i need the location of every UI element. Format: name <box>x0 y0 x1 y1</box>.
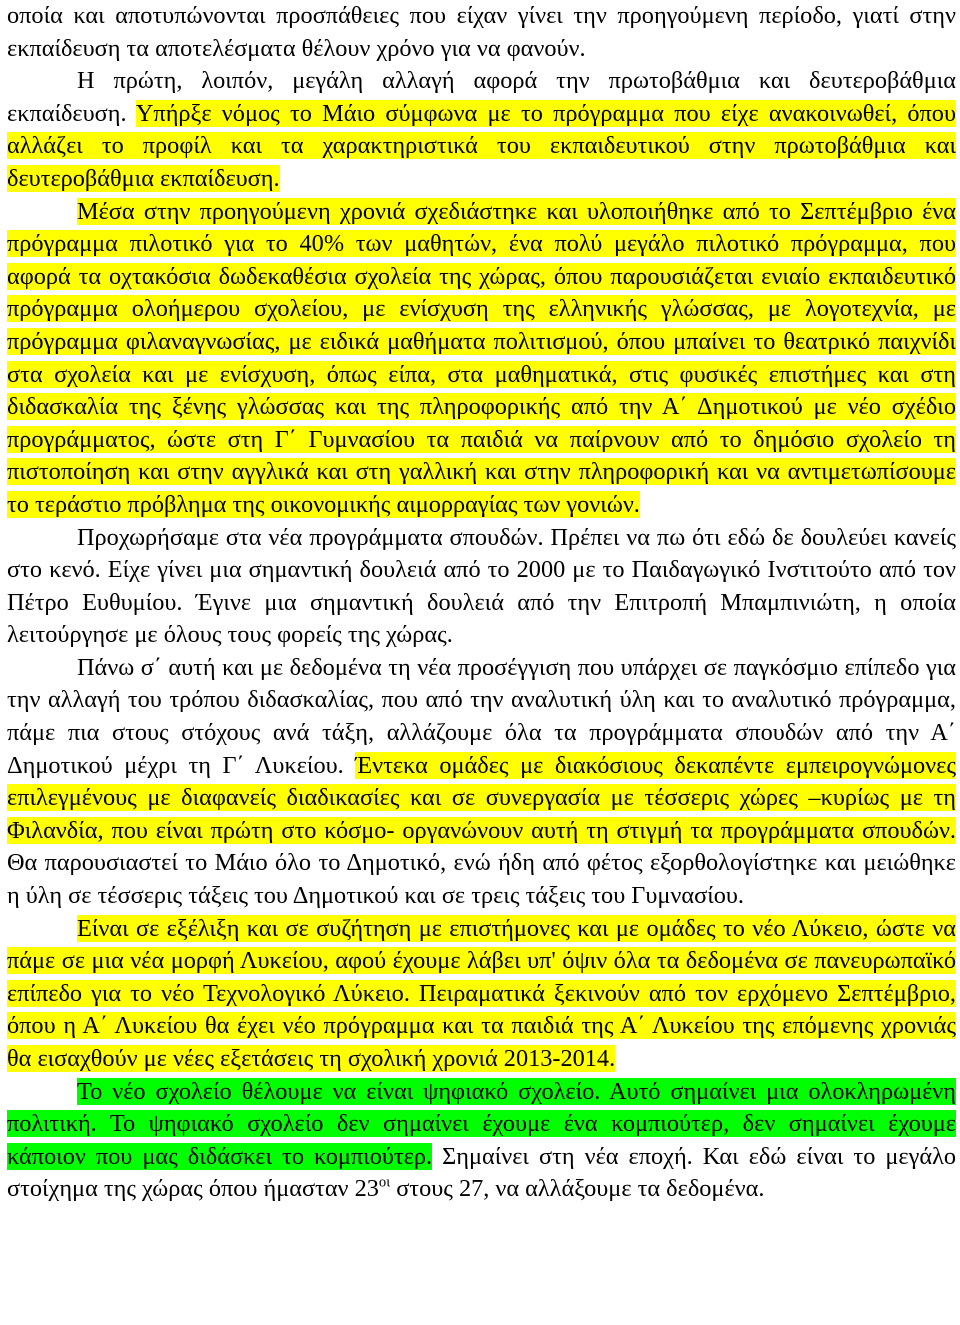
paragraph-7-text-end: στους 27, να αλλάξουμε τα δεδομένα. <box>396 1175 765 1203</box>
paragraph-3-highlight: Μέσα στην προηγούμενη χρονιά σχεδιάστηκε και υλοποιήθηκε από το Σεπτέμβριο ένα πρόγραμμα πιλοτικό για το 40% των μαθητών, ένα πολύ μεγάλο πιλοτικό πρόγραμμα, που αφορά τα οχτακόσια δωδεκαθέσια σχολεία της χώρας, όπου παρουσιάζεται ενιαίο εκπαιδευτικό πρόγραμμα ολοήμερου σχολείου, με ενίσχυση της ελληνικής γλώσσας, με λογοτεχνία, με πρόγραμμα φιλαναγνωσίας, με ειδικά μαθήματα πολιτισμού, όπου μπαίνει το θεατρικό παιχνίδι στα σχολεία και με ενίσχυση, όπως είπα, στα μαθηματικά, στις φυσικές επιστήμες και στη διδασκαλία της ξένης γλώσσας και της πληροφορικής από την Α΄ Δημοτικού με νέο σχέδιο προγράμματος, ώστε στη Γ΄ Γυμνασίου τα παιδιά να παίρνουν από το δημόσιο σχολείο τη πιστοποίηση και στην αγγλικά και στη γαλλική και στην πληροφορική και να αντιμετωπίσουμε το τεράστιο πρόβλημα της οικονομικής αιμορραγίας των γονιών. <box>7 197 956 518</box>
paragraph-7-superscript: οι <box>378 1174 391 1191</box>
paragraph-5-highlight: Έντεκα ομάδες με διακόσιους δεκαπέντε εμπειρογνώμονες επιλεγμένους με διαφανείς διαδικασίες και σε συνεργασία με τέσσερις χώρες –κυρίως με τη Φιλανδία, που είναι πρώτη στο κόσμο- οργανώνουν αυτή τη στιγμή τα προγράμματα σπουδών. <box>7 751 956 844</box>
paragraph-5-text-end: Θα παρουσιαστεί το Μάιο όλο το Δημοτικό, ενώ ήδη από φέτος εξορθολογίστηκε και μειώθηκε η ύλη σε τέσσερις τάξεις του Δημοτικού και σε τρεις τάξεις του Γυμνασίου. <box>7 849 956 910</box>
paragraph-7 <box>7 1076 956 1206</box>
paragraph-4: Προχωρήσαμε στα νέα προγράμματα σπουδών. Πρέπει να πω ότι εδώ δε δουλεύει κανείς στο κενό. Είχε γίνει μια σημαντική δουλειά από το 2000 με το Παιδαγωγικό Ινστιτούτο από τον Πέτρο Ευθυμίου. Έγινε μια σημαντική δουλειά από την Επιτροπή Μπαμπινιώτη, η οποία λειτούργησε με όλους τους φορείς της χώρας. <box>7 523 956 649</box>
paragraph-5 <box>7 652 956 913</box>
paragraph-1: οποία και αποτυπώνονται προσπάθειες που είχαν γίνει την προηγούμενη περίοδο, γιατί στην εκπαίδευση τα αποτελέσματα θέλουν χρόνο για να φανούν. <box>7 2 956 62</box>
paragraph-2-text: Η πρώτη, λοιπόν, μεγάλη αλλαγή αφορά την πρωτοβάθμια και δευτεροβάθμια <box>77 67 956 95</box>
paragraph-2 <box>7 65 956 195</box>
paragraph-7-text: Σημαίνει στη νέα εποχή. Και εδώ είναι το μεγάλο στοίχημα της χώρας όπου ήμασταν 23 <box>7 1142 957 1203</box>
paragraph-2-highlight: Υπήρξε νόμος το Μάιο σύμφωνα με το πρόγραμμα που είχε ανακοινωθεί, όπου αλλάζει το προφίλ και τα χαρακτηριστικά του εκπαιδευτικού στην πρωτοβάθμια και δευτεροβάθμια εκπαίδευση. <box>7 99 956 192</box>
paragraph-2-lead: εκπαίδευση. <box>7 99 127 127</box>
paragraph-6 <box>7 913 956 1076</box>
paragraph-6-highlight: Είναι σε εξέλιξη και σε συζήτηση με επιστήμονες και με ομάδες το νέο Λύκειο, ώστε να πάμε σε μια νέα μορφή Λυκείου, αφού έχουμε λάβει υπ' όψιν όλα τα δεδομένα σε πανευρωπαϊκό επίπεδο για το νέο Τεχνολογικό Λύκειο. Πειραματικά ξεκινούν από τον ερχόμενο Σεπτέμβριο, όπου η Α΄ Λυκείου θα έχει νέο πρόγραμμα και τα παιδιά της Α΄ Λυκείου της επόμενης χρονιάς θα εισαχθούν με νέες εξετάσεις τη σχολική χρονιά 2013-2014. <box>7 914 956 1072</box>
paragraph-3 <box>7 196 956 522</box>
paragraph-7-highlight: Το νέο σχολείο θέλουμε να είναι ψηφιακό σχολείο. Αυτό σημαίνει μια ολοκληρωμένη πολιτική. Το ψηφιακό σχολείο δεν σημαίνει έχουμε ένα κομπιούτερ, δεν σημαίνει έχουμε κάποιον που μας διδάσκει το κομπιούτερ. <box>7 1077 956 1170</box>
paragraph-5-text: Πάνω σ΄ αυτή και με δεδομένα τη νέα προσέγγιση που υπάρχει σε παγκόσμιο επίπεδο για την αλλαγή του τρόπου διδασκαλίας, που από την αναλυτική ύλη και το αναλυτικό πρόγραμμα, πάμε πια στους στόχους ανά τάξη, αλλάζουμε όλα τα προγράμματα σπουδών από την Α΄ Δημοτικού μέχρι τη Γ΄ Λυκείου. <box>7 653 956 779</box>
